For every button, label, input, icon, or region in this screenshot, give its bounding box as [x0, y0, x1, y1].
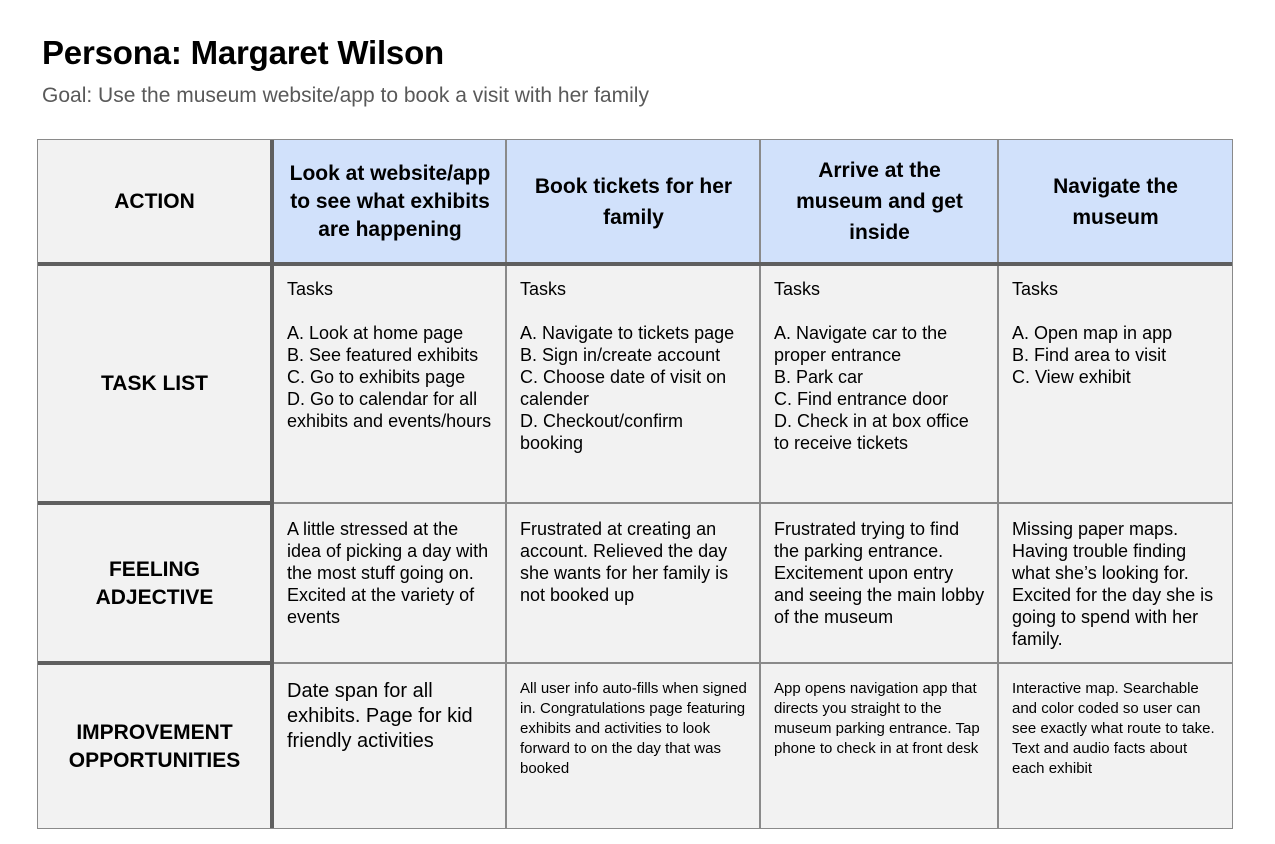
action-header-2: Book tickets for her family	[507, 140, 760, 263]
row-header-divider	[38, 661, 271, 665]
improvement-cell-2: All user info auto-fills when signed in. Congratulations page featuring exhibits and activities to look forward to on the day that was booked	[520, 680, 747, 777]
header-column-divider	[270, 140, 274, 828]
improvement-cell-1: Date span for all exhibits. Page for kid friendly activities	[287, 680, 473, 752]
column-divider	[759, 140, 761, 828]
action-header-4: Navigate the museum	[999, 140, 1232, 263]
row-header-action: ACTION	[38, 140, 271, 263]
row-header-task-list: TASK LIST	[38, 265, 271, 503]
feeling-cell-1: A little stressed at the idea of picking a day with the most stuff going on. Excited at the variety of events	[287, 519, 489, 627]
task-list-cell-4: Tasks A. Open map in app B. Find area to visit C. View exhibit	[1012, 279, 1173, 387]
persona-title: Persona: Margaret Wilson	[42, 34, 444, 71]
feeling-cell-2: Frustrated at creating an account. Relieved the day she wants for her family is not booked up	[520, 519, 729, 605]
feeling-cell-3: Frustrated trying to find the parking entrance. Excitement upon entry and seeing the main lobby of the museum	[774, 519, 985, 627]
row-divider	[271, 502, 1232, 504]
task-list-cell-3: Tasks A. Navigate car to the proper entrance B. Park car C. Find entrance door D. Check in at box office to receive tickets	[774, 279, 969, 453]
column-divider	[505, 140, 507, 828]
row-header-feeling-adjective: FEELING ADJECTIVE	[38, 505, 271, 663]
row-header-divider	[38, 501, 271, 505]
task-list-cell-1: Tasks A. Look at home page B. See featured exhibits C. Go to exhibits page D. Go to calendar for all exhibits and events/hours	[287, 279, 492, 431]
header-row-divider	[38, 262, 1232, 266]
improvement-cell-3: App opens navigation app that directs you straight to the museum parking entrance. Tap phone to check in at front desk	[774, 680, 980, 757]
journey-map-table	[37, 139, 1233, 829]
improvement-cell-4: Interactive map. Searchable and color coded so user can see exactly what route to take. Text and audio facts about each exhibit	[1012, 680, 1215, 777]
row-divider	[271, 662, 1232, 664]
action-header-3: Arrive at the museum and get inside	[761, 140, 998, 263]
action-header-1: Look at website/app to see what exhibits are happening	[274, 140, 506, 263]
persona-goal: Goal: Use the museum website/app to book a visit with her family	[42, 84, 649, 107]
feeling-cell-4: Missing paper maps. Having trouble finding what she’s looking for. Excited for the day she is going to spend with her family.	[1012, 519, 1214, 649]
task-list-cell-2: Tasks A. Navigate to tickets page B. Sign in/create account C. Choose date of visit on calender D. Checkout/confirm booking	[520, 279, 735, 453]
row-header-improvement-opportunities: IMPROVEMENT OPPORTUNITIES	[38, 665, 271, 828]
column-divider	[997, 140, 999, 828]
